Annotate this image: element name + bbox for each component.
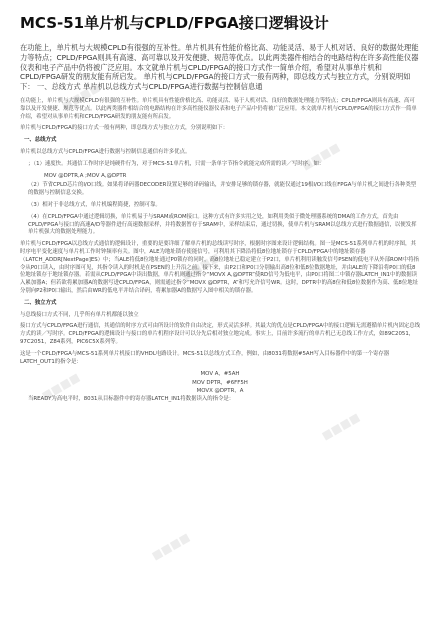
paragraph: 接口方式与CPLD/FPGA进行通信，其通信的时序方式可由所设计的软件自由决定，形式灵活多样。其最大的优点是CPLD/FPGA中的接口逻辑无需遵循单片机内固定总线方式的读／写时序。CPLD/FPGA的逻辑设计与接口的单片机程序设计可以分先后相对独立地完成。事实上，目前许多流行的单片机已无总线工作方式，如89C2051，97C2051，Z84系列，PIC6C5X系列等。 <box>20 323 421 345</box>
paragraph: （4）在CPLD/FPGA中通过逻辑切换，单片机易于与SRAM或ROM接口。这种方式有许多实用之处，如利用类似于微处理器系统的DMA的工作方式，首先由CPLD/FPGA与接口的高速A/D等器件进行高速数据采样，并将数据暂存于SRAM中，采样结束后，通过切换，使单片机与SRAM以总线方式进行数据通信，以便发挥单片机强大的数据处理能力。 <box>28 213 417 236</box>
paragraph: 这是一个CPLD/FPGA与MCS-51系列单片机接口的VHDL电路设计。MCS-51以总线方式工作，例如，由8031将数据#5AH写入目标器件中的第一个寄存器LATCH_OUT1的指令是： <box>20 350 390 365</box>
paragraph: （2）节省CPLD芯片的I/O口线。如果将译码器DECODER设置足够的译码输出，并安排足够的锁存器，就能仅通过19根I/O口线在FPGA与单片机之间进行各种类型的数据与控制信息交换。 <box>28 182 417 197</box>
code-line: MOVX @DPTR，A <box>196 388 244 395</box>
code-line: MOV DPTR，#6FF5H <box>192 379 248 386</box>
paragraph: 单片机与CPLD/FPGA的接口方式一般有两种，即总线方式与独立方式，分别说明如下： <box>20 125 229 132</box>
paragraph: 与总线接口方式不同，几乎所有单片机都能以独立 <box>20 311 139 318</box>
code-line: MOV @DPTR,A ;MOV A,@DPTR <box>44 172 127 179</box>
paragraph: （3）相对于非总线方式，单片机编程简捷，控制可靠。 <box>28 201 161 208</box>
code-line: MOV A，#5AH <box>200 371 240 378</box>
page-title: MCS-51单片机与CPLD/FPGA接口逻辑设计 <box>20 14 329 32</box>
paragraph: 当READY为高电平时，8031从目标器件中的寄存器LATCH_IN1将数据读入的指令是： <box>28 395 235 402</box>
section-heading: 一、总线方式 <box>24 137 57 144</box>
section-heading: 二、独立方式 <box>24 299 57 306</box>
intro-paragraph: 在功能上，单片机与大规模CPLD有很强的互补性。单片机具有性能价格比高、功能灵活、易于人机对话、良好的数据处理能力等特点；CPLD/FPGA则具有高速、高可靠以及开发便捷、规范等优点。以此两类器件相结合的电路结构在许多高性能仪器仪表和电子产品中仍将被广泛应用。本文就单片机与CPLD/FPGA的接口方式作一简单介绍，希望对从事单片机和CPLD/FPGA研发的朋友能有所启发。 单片机与CPLD/FPGA的接口方式一般有两种，即总线方式与独立方式，分别说明如下： 一、总线方式 单片机以总线方式与CPLD/FPGA进行数据与控制信息通 <box>20 43 419 92</box>
article-body <box>20 98 420 403</box>
paragraph: ；（1）速度快。其通信工作时序是纯硬件行为，对于MCS-51单片机，只需一条单字节指令就能完成所需的读／写时序，如： <box>28 160 325 167</box>
paragraph: 在功能上，单片机与大规模CPLD有很强的互补性。单片机具有性能价格比高、功能灵活、易于人机对话、良好的数据处理能力等特点；CPLD/FPGA则具有高速、高可靠以及开发便捷、规范等优点。以此两类器件相结合的电路结构在许多高性能仪器仪表和电子产品中仍将被广泛应用。本文就单片机与CPLD/FPGA的接口方式作一简单介绍，希望对从事单片机和CPLD/FPGA研发的朋友能有所启发。 <box>20 97 417 120</box>
watermark-layer: ■■■■ ■■■■ ■■■■ ■■■■ ■■■■ ■■■■ <box>39 80 363 563</box>
paragraph: 单片机与CPLD/FPGA以总线方式通信的逻辑设计，重要的是要详细了解单片机的总线读写时序，根据时序图来设计逻辑结构。图一是MCS-51系列单片机的时序图，其时序电平变化速度与单片机工作时钟频率有关。图中，ALE为地址锁存使能信号，可利用其下降沿将低8位地址锁存于CPLD/FPGA中的地址锁存器（LATCH_ADDR[NextPage]ES）中；当ALE将低8位地址通过P0锁存的同时，高8位地址已稳定建立于P2口，单片机利用读触发信号PSEN的低电平从外部ROM中将指令从P0口读入，由时序图可见，其指令读入的时机是在PSEN的上升沿之前。接下来，由P2口和P0口分别输出高8位和低8位数据地址，并由ALE的下降沿将P0口的低8位地址锁存于地址锁存器。若需从CPLD/FPGA中读出数据，单片机则通过指令“MOVX A,@DPTR”使RD信号为低电平，由P0口将图二中锁存器LATCH_IN1中的数据读入累加器A；但若欲将累加器A的数据写进CPLD/FPGA，则需通过指令“MOVX @DPTR，A”和写允许信号WR。这时，DPTR中的高8位和低8位数据作为高、低8位地址分别向P2和P0口输出，然后由WR的低电平并结合译码，将累加器A的数据写入图中相关的锁存器。 <box>20 241 419 294</box>
paragraph: 单片机以总线方式与CPLD/FPGA进行数据与控制信息通信有许多优点。 <box>20 148 191 155</box>
